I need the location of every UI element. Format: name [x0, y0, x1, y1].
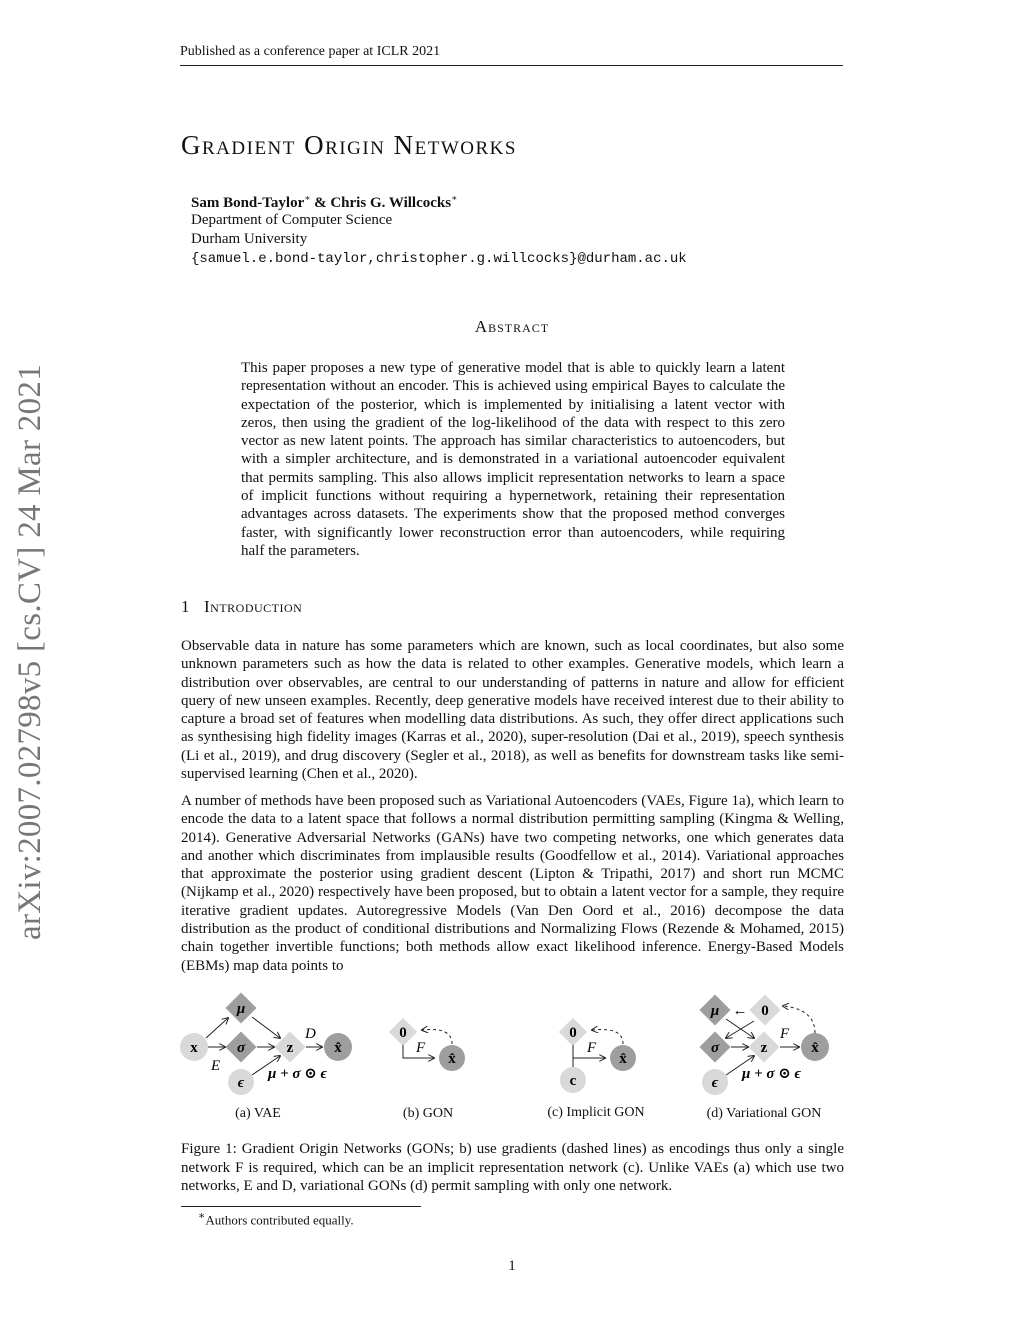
vgon-xhat-label: x̂ — [811, 1040, 819, 1056]
author-1-mark: ∗ — [304, 193, 311, 203]
page-number: 1 — [508, 1258, 516, 1274]
vae-sigma-label: σ — [236, 1040, 246, 1056]
vgon-arrow-zero-mu: ← — [732, 1003, 748, 1019]
figure-1c-implicit-gon — [559, 1018, 636, 1093]
vgon-mu-label: μ — [710, 1003, 720, 1019]
abstract-text: This paper proposes a new type of generative model that is able to quickly learn a latent representation without an encoder. This is achieved using empirical Bayes to calculate the expectation of the posterior, which is implemented by initialising a latent vector with zeros, then using the gradient of the log-likelihood of the data with respect to this zero vector as new latent points. The approach has similar characteristics to autoencoders, but with a simpler architecture, and is demonstrated in a variational autoencoder equivalent that permits sampling. This also allows implicit representation networks to learn a space of implicit functions without requiring a hypernetwork, retaining their representation advantages across datasets. The experiments show that the proposed method converges faster, with significantly lower reconstruction error than autoencoders, while requiring half the parameters. — [241, 360, 785, 559]
igon-xhat-label: x̂ — [619, 1051, 627, 1067]
vae-reparam-label: μ + σ ⊙ ϵ — [268, 1066, 327, 1082]
section-number: 1 — [181, 597, 190, 616]
vae-z-label: z — [286, 1040, 294, 1056]
footnote-mark: ∗ — [198, 1210, 206, 1222]
vgon-z-label: z — [760, 1040, 768, 1056]
igon-network-label: F — [587, 1040, 597, 1056]
intro-paragraph-2: A number of methods have been proposed such as Variational Autoencoders (VAEs, Figure 1a), which learn to encode the data to a latent space that follows a normal distribution permitting sampling (Kingma & Welling, 2014). Generative Adversarial Networks (GANs) have two competing networks, one which generates data and another which discriminates from implausible results (Goodfellow et al., 2014). Variational approaches that approximate the posterior using gradient descent (Lipton & Tripathi, 2017) and short run MCMC (Nijkamp et al., 2020) respectively have been proposed, but to obtain a latent vector for a sample, they require iterative gradient updates. Autoregressive Models (Van Den Oord et al., 2016) decompose the data distribution as the product of conditional distributions and Normalizing Flows (Rezende & Mohamed, 2015) chain together invertible functions; both methods allow exact likelihood inference. Energy-Based Models (EBMs) map data points to — [181, 793, 844, 974]
figure-1-caption: Figure 1: Gradient Origin Networks (GONs; b) use gradients (dashed lines) as encodings thus only a single network F is required, which can be an implicit representation network (c). Unlike VAEs (a) which use two networks, E and D, variational GONs (d) permit sampling with only one network. — [181, 1141, 844, 1194]
author-2: & Chris G. Willcocks — [310, 195, 452, 211]
vae-eps-label: ϵ — [237, 1075, 245, 1091]
author-1: Sam Bond-Taylor — [191, 195, 305, 211]
subcaption-gon: (b) GON — [402, 1106, 454, 1121]
vgon-zero-label: 0 — [761, 1003, 769, 1019]
subcaption-vae: (a) VAE — [235, 1106, 281, 1121]
footnote — [198, 1209, 354, 1228]
footnote-text: Authors contributed equally. — [205, 1212, 354, 1228]
igon-c-label: c — [569, 1073, 577, 1089]
figure-1-diagram — [170, 990, 850, 1105]
vae-decoder-label: D — [305, 1026, 316, 1042]
vae-edge-mu-z — [252, 1017, 280, 1038]
section-heading-introduction — [181, 597, 302, 617]
figure-1b-gon — [389, 1018, 465, 1071]
author-2-mark: ∗ — [451, 193, 458, 203]
igon-edge-gradient — [592, 1030, 623, 1044]
arxiv-identifier[interactable]: arXiv:2007.02798v5 [cs.CV] 24 Mar 2021 — [12, 364, 48, 940]
vgon-eps-label: ϵ — [711, 1075, 719, 1091]
section-title: Introduction — [204, 597, 303, 616]
university: Durham University — [191, 231, 308, 247]
vgon-network-label: F — [780, 1026, 790, 1042]
vae-edge-x-mu — [206, 1018, 228, 1038]
paper-title: Gradient Origin Networks — [181, 130, 517, 160]
vgon-sigma-label: σ — [710, 1040, 720, 1056]
gon-zero-label: 0 — [399, 1025, 407, 1041]
gon-network-label: F — [416, 1040, 426, 1056]
vgon-reparam-label: μ + σ ⊙ ϵ — [742, 1066, 801, 1082]
figure-1a-vae — [180, 992, 352, 1095]
subcaption-variational-gon: (d) Variational GON — [706, 1106, 822, 1121]
vae-encoder-label: E — [211, 1058, 221, 1074]
gon-edge-gradient — [422, 1030, 452, 1044]
author-emails[interactable]: {samuel.e.bond-taylor,christopher.g.willcocks}@durham.ac.uk — [191, 251, 687, 267]
igon-zero-label: 0 — [569, 1025, 577, 1041]
vae-xhat-label: x̂ — [334, 1040, 342, 1056]
running-header: Published as a conference paper at ICLR 2021 — [180, 44, 441, 59]
intro-paragraph-1: Observable data in nature has some parameters which are known, such as local coordinates, but also some unknown parameters such as how the data is related to other examples. Generative models, which learn a distribution over observables, are central to our understanding of patterns in nature and allow for efficient query of new unseen examples. Recently, deep generative models have received interest due to their ability to capture a broad set of features when modelling data distributions. As such, they offer direct applications such as synthesising high fidelity images (Karras et al., 2020), super-resolution (Dai et al., 2019), speech synthesis (Li et al., 2019), and drug discovery (Segler et al., 2018), as well as benefits for downstream tasks like semi-supervised learning (Chen et al., 2020). — [181, 638, 844, 783]
vae-x-label: x — [190, 1040, 198, 1056]
vae-mu-label: μ — [236, 1001, 246, 1017]
authors — [191, 193, 457, 212]
figure-1d-variational-gon — [699, 994, 829, 1095]
abstract-heading: Abstract — [474, 317, 550, 336]
gon-xhat-label: x̂ — [448, 1051, 456, 1067]
footnote-rule — [181, 1206, 421, 1207]
header-rule — [180, 65, 843, 66]
subcaption-implicit-gon: (c) Implicit GON — [547, 1105, 645, 1120]
department: Department of Computer Science — [191, 212, 393, 228]
